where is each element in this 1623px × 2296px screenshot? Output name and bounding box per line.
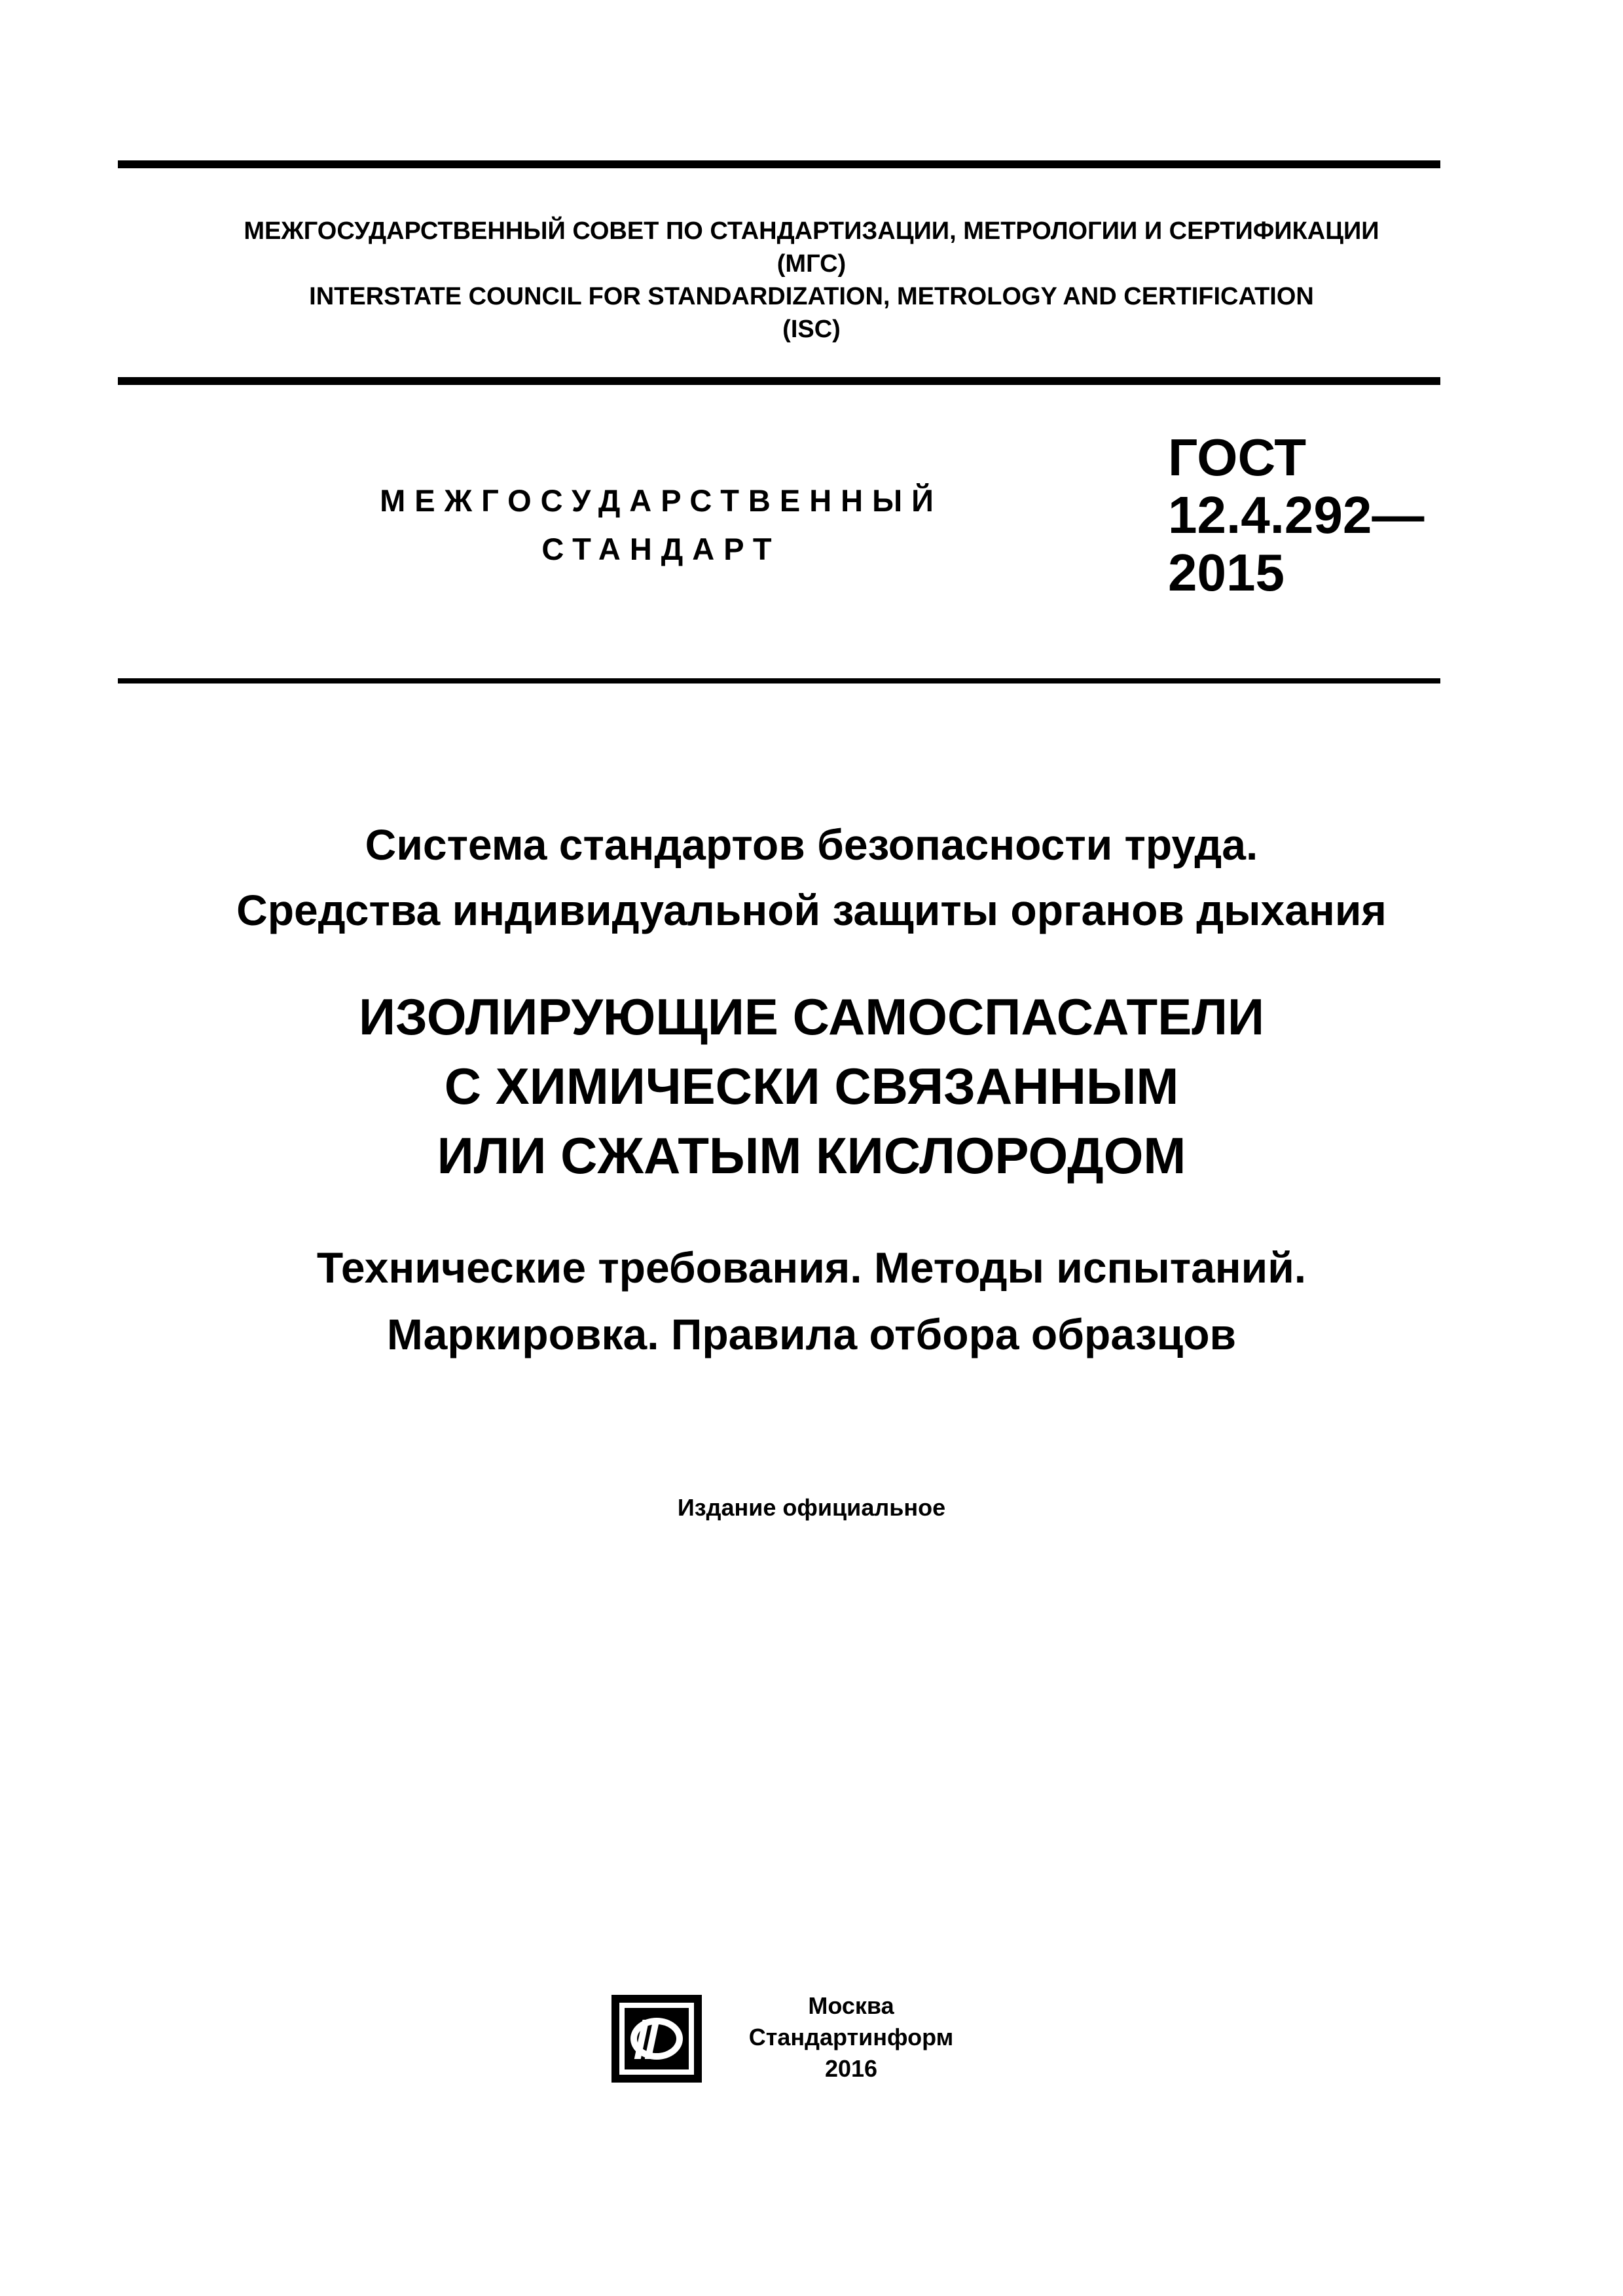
imprint — [727, 1990, 976, 2085]
system-title — [0, 812, 1623, 943]
main-title-line1: ИЗОЛИРУЮЩИЕ САМОСПАСАТЕЛИ — [358, 988, 1265, 1046]
gost-number: 12.4.292— — [1168, 486, 1425, 544]
header-rule — [118, 377, 1440, 385]
edition-note: Издание официальное — [677, 1494, 946, 1521]
subtitle-line1: Технические требования. Методы испытаний. — [316, 1243, 1307, 1292]
imprint-publisher: Стандартинформ — [748, 2024, 954, 2050]
gost-label: ГОСТ — [1168, 428, 1307, 486]
gost-year: 2015 — [1168, 543, 1285, 602]
subtitle-line2: Маркировка. Правила отбора образцов — [386, 1310, 1237, 1358]
standard-kind — [249, 477, 1074, 574]
council-name-en: INTERSTATE COUNCIL FOR STANDARDIZATION, METROLOGY AND CERTIFICATION — [309, 283, 1314, 310]
main-title-line3: ИЛИ СЖАТЫМ КИСЛОРОДОМ — [437, 1127, 1186, 1184]
council-header — [0, 215, 1623, 346]
council-abbr-ru: (МГС) — [776, 250, 847, 278]
main-title — [0, 982, 1623, 1190]
imprint-city: Москва — [808, 1992, 894, 2019]
subtitle — [0, 1234, 1623, 1368]
imprint-year: 2016 — [824, 2055, 878, 2082]
gost-designation — [1168, 429, 1424, 602]
standard-kind-line1: МЕЖГОСУДАРСТВЕННЫЙ — [380, 483, 943, 518]
top-rule — [118, 160, 1440, 168]
designation-rule — [118, 678, 1440, 683]
council-name-ru: МЕЖГОСУДАРСТВЕННЫЙ СОВЕТ ПО СТАНДАРТИЗАЦИИ, МЕТРОЛОГИИ И СЕРТИФИКАЦИИ — [244, 217, 1379, 245]
system-title-line2: Средства индивидуальной защиты органов дыхания — [236, 886, 1387, 934]
council-abbr-en: (ISC) — [782, 316, 841, 343]
standartinform-logo — [610, 1994, 703, 2084]
standard-kind-line2: СТАНДАРТ — [541, 532, 781, 566]
system-title-line1: Система стандартов безопасности труда. — [365, 820, 1258, 869]
main-title-line2: С ХИМИЧЕСКИ СВЯЗАННЫМ — [444, 1057, 1179, 1115]
